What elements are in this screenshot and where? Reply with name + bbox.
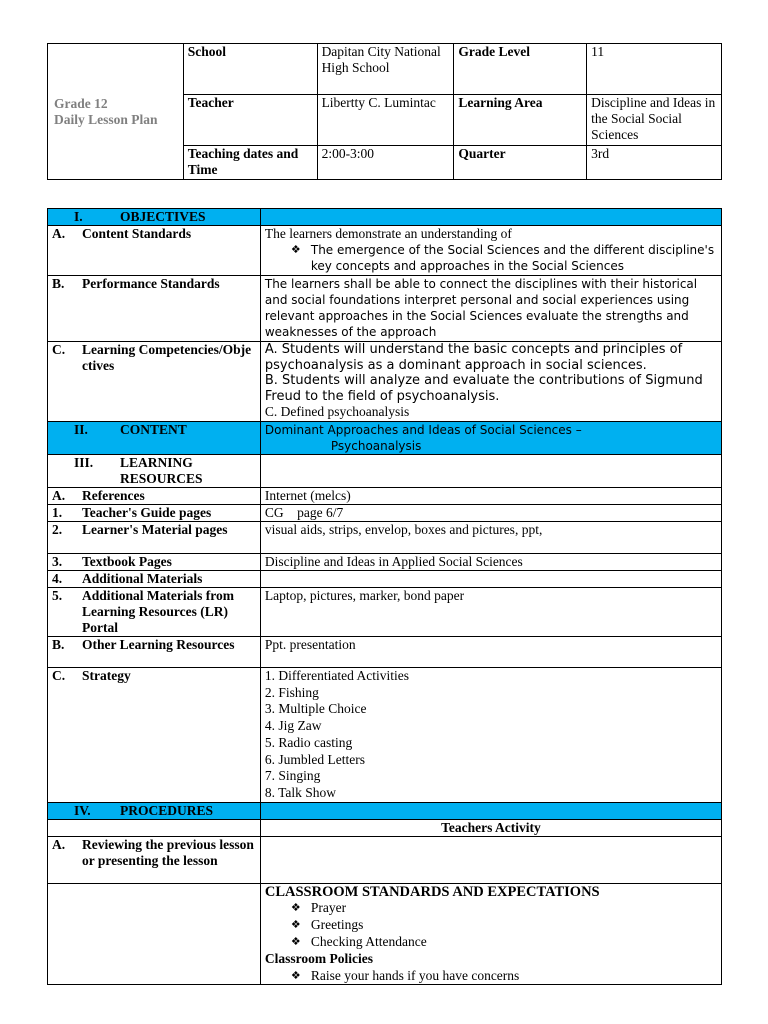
objectives-blank (260, 209, 721, 226)
classroom-standard-item: ❖ Greetings (291, 917, 717, 934)
lm-text: Learner's Material pages (82, 522, 228, 537)
classroom-standards-title: CLASSROOM STANDARDS AND EXPECTATIONS (264, 883, 600, 900)
teacher-value: Libertty C. Lumintac (317, 95, 454, 146)
comp-b: B. Students will analyze and evaluate the contributions of Sigmund Freud to the field of psychoanalysis. (264, 373, 703, 404)
area-label: Learning Area (454, 95, 587, 146)
textbook-pages-label (48, 554, 261, 571)
learners-material-value: visual aids, strips, envelop, boxes and pictures, ppt, (260, 522, 721, 554)
objectives-num: I. (74, 209, 83, 224)
strategy-item: 5. Radio casting (264, 734, 353, 750)
content-num: II. (74, 422, 88, 437)
school-value: Dapitan City National High School (317, 44, 454, 95)
lr-num: 5. (52, 588, 63, 603)
lesson-plan-title (48, 44, 184, 180)
strategy-item: 7. Singing (264, 768, 321, 784)
perf-std-num: B. (52, 276, 65, 291)
perf-std-text: Performance Standards (82, 276, 220, 291)
content-std-num: A. (52, 226, 66, 241)
objectives-heading (48, 209, 261, 226)
classroom-standard-item: ❖ Checking Attendance (291, 934, 717, 951)
school-label: School (183, 44, 317, 95)
resources-blank (260, 455, 721, 488)
other-resources-label (48, 637, 261, 668)
proc-num: IV. (74, 802, 91, 818)
title-grade: Grade 12 (54, 95, 108, 111)
teacher-label: Teacher (183, 95, 317, 146)
strat-text: Strategy (82, 668, 131, 683)
ref-num: A. (52, 488, 66, 503)
comp-c: C. Defined psychoanalysis (264, 404, 410, 419)
lr-text: Additional Materials from Learning Resources (LR) Portal (82, 588, 234, 635)
ref-text: References (82, 488, 145, 503)
content-std-bullet: ❖ The emergence of the Social Sciences and the different discipline's key concepts and approaches in the Social Sciences (291, 242, 717, 274)
competencies-value (260, 342, 721, 422)
quarter-label: Quarter (454, 146, 587, 180)
review-text: Reviewing the previous lesson or presenting the lesson (82, 836, 254, 868)
teachers-activity-blank (48, 819, 261, 836)
dates-value: 2:00-3:00 (317, 146, 454, 180)
references-label (48, 488, 261, 505)
am-text: Additional Materials (82, 571, 203, 586)
tg-num: 1. (52, 505, 63, 520)
lm-num: 2. (52, 522, 63, 537)
lr-portal-label (48, 588, 261, 637)
strategy-value (260, 668, 721, 803)
teachers-guide-value: CG page 6/7 (260, 505, 721, 522)
learners-material-label (48, 522, 261, 554)
content-std-text: Content Standards (82, 226, 192, 241)
review-value (260, 836, 721, 883)
strategy-item: 8. Talk Show (264, 784, 337, 800)
competencies-label (48, 342, 261, 422)
title-dlp: Daily Lesson Plan (54, 111, 158, 127)
content-std-list (265, 242, 717, 274)
comp-text: Learning Competencies/Objectives (82, 342, 252, 373)
comp-num: C. (52, 342, 66, 357)
strat-num: C. (52, 668, 66, 683)
content-standards-value (260, 226, 721, 276)
header-table (47, 43, 722, 180)
strategy-item: 1. Differentiated Activities (264, 668, 409, 683)
content-value (260, 422, 721, 455)
lr-portal-value: Laptop, pictures, marker, bond paper (260, 588, 721, 637)
strategy-item: 3. Multiple Choice (264, 701, 367, 717)
strategy-item: 6. Jumbled Letters (264, 751, 365, 767)
review-label (48, 836, 261, 883)
proc-label: PROCEDURES (120, 802, 214, 818)
olr-text: Other Learning Resources (82, 637, 235, 652)
additional-materials-label (48, 571, 261, 588)
content-line-1: Dominant Approaches and Ideas of Social Sciences – (264, 423, 582, 437)
objectives-label: OBJECTIVES (120, 209, 206, 224)
am-num: 4. (52, 571, 63, 586)
classroom-policy-item: ❖ Raise your hands if you have concerns (291, 968, 717, 985)
strategy-item: 4. Jig Zaw (264, 718, 322, 734)
strategy-label (48, 668, 261, 803)
area-value: Discipline and Ideas in the Social Social Sciences (587, 95, 722, 146)
grade-value: 11 (587, 44, 722, 95)
tb-num: 3. (52, 554, 63, 569)
classroom-standards-blank (48, 883, 261, 985)
olr-num: B. (52, 637, 65, 652)
classroom-standards-list (265, 900, 717, 950)
additional-materials-value (260, 571, 721, 588)
tb-text: Textbook Pages (82, 554, 172, 569)
learning-resources-heading (48, 455, 261, 488)
textbook-pages-value: Discipline and Ideas in Applied Social Sciences (260, 554, 721, 571)
comp-a: A. Students will understand the basic concepts and principles of psychoanalysis as a dominant approach in social sciences. (264, 342, 683, 373)
lesson-plan-table (47, 208, 722, 985)
quarter-value: 3rd (587, 146, 722, 180)
content-std-intro: The learners demonstrate an understanding of (264, 226, 512, 241)
content-heading (48, 422, 261, 455)
dates-label: Teaching dates and Time (183, 146, 317, 180)
procedures-heading (48, 802, 261, 819)
classroom-standards-value (260, 883, 721, 985)
classroom-policies-title: Classroom Policies (264, 950, 373, 966)
teachers-activity-heading: Teachers Activity (260, 819, 721, 836)
performance-standards-value: The learners shall be able to connect the disciplines with their historical and social foundations interpret personal and social experiences using relevant approaches in the Social Sciences evaluate the strengths and weaknesses of the approach (260, 276, 721, 342)
grade-label: Grade Level (454, 44, 587, 95)
review-num: A. (52, 836, 66, 852)
strategy-item: 2. Fishing (264, 684, 319, 700)
resources-num: III. (74, 455, 94, 470)
procedures-blank (260, 802, 721, 819)
references-value: Internet (melcs) (260, 488, 721, 505)
content-standards-label (48, 226, 261, 276)
classroom-standard-item: ❖ Prayer (291, 900, 717, 917)
tg-text: Teacher's Guide pages (82, 505, 212, 520)
performance-standards-label (48, 276, 261, 342)
content-line-2: Psychoanalysis (330, 439, 422, 453)
classroom-policies-list (265, 968, 717, 985)
other-resources-value: Ppt. presentation (260, 637, 721, 668)
teachers-guide-label (48, 505, 261, 522)
content-label: CONTENT (120, 422, 187, 437)
resources-label: LEARNING RESOURCES (120, 455, 203, 486)
